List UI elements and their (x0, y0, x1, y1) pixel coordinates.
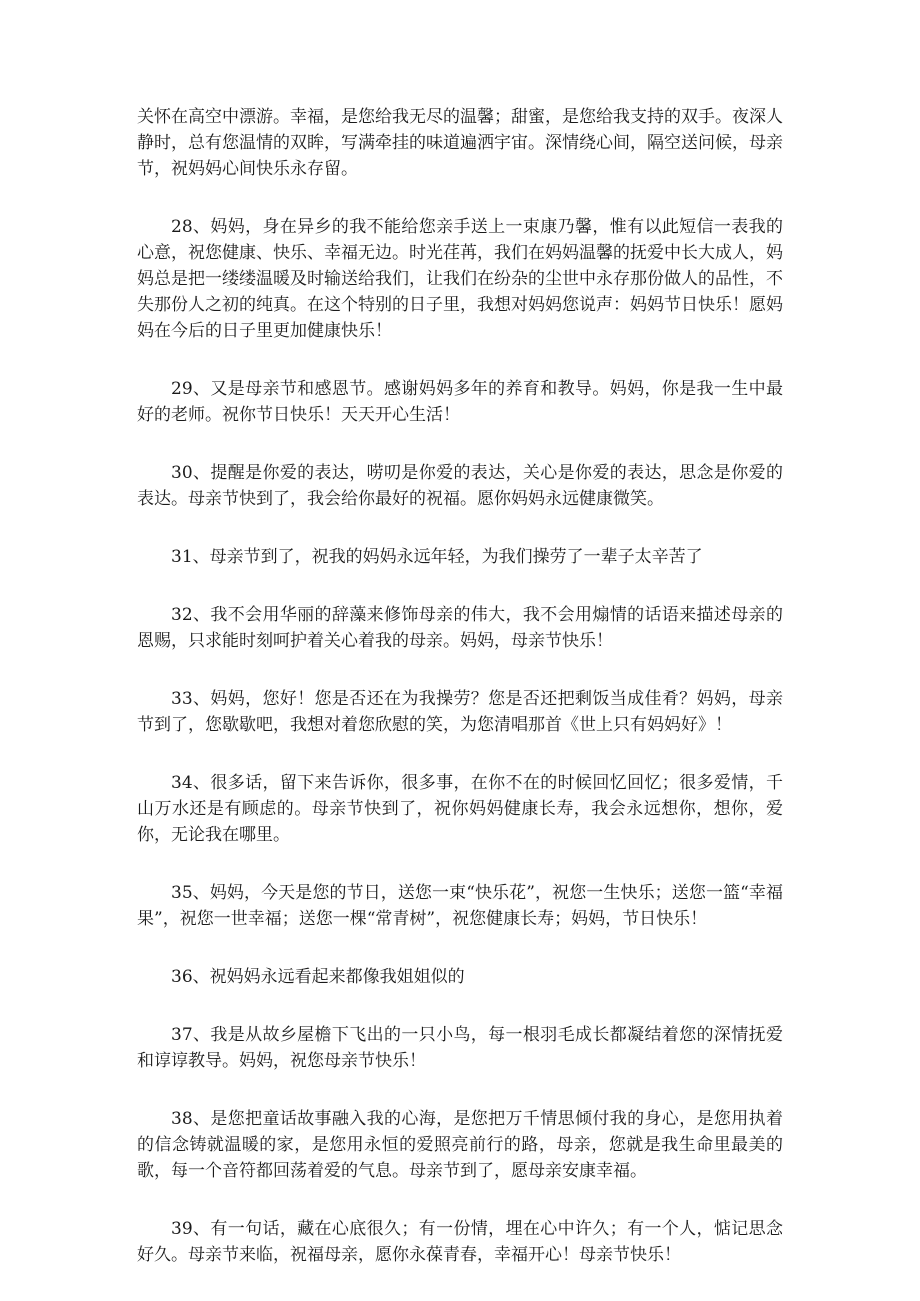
paragraph-29: 29、又是母亲节和感恩节。感谢妈妈多年的养育和教导。妈妈，你是我一生中最好的老师。祝你节日快乐！天天开心生活！ (137, 379, 783, 425)
paragraph-38: 38、是您把童话故事融入我的心海，是您把万千情思倾付我的身心，是您用执着的信念铸就温暖的家，是您用永恒的爱照亮前行的路，母亲，您就是我生命里最美的歌，每一个音符都回荡着爱的气息。母亲节到了，愿母亲安康幸福。 (137, 1109, 783, 1181)
paragraph-continued: 关怀在高空中漂游。幸福，是您给我无尽的温馨；甜蜜，是您给我支持的双手。夜深人静时，总有您温情的双眸，写满牵挂的味道遍洒宇宙。深情绕心间，隔空送问候，母亲节，祝妈妈心间快乐永存留。 (137, 107, 783, 179)
paragraph-30: 30、提醒是你爱的表达，唠叨是你爱的表达，关心是你爱的表达，思念是你爱的表达。母亲节快到了，我会给你最好的祝福。愿你妈妈永远健康微笑。 (137, 463, 783, 509)
paragraph-37: 37、我是从故乡屋檐下飞出的一只小鸟，每一根羽毛成长都凝结着您的深情抚爱和谆谆教导。妈妈，祝您母亲节快乐！ (137, 1025, 783, 1071)
paragraph-28: 28、妈妈，身在异乡的我不能给您亲手送上一束康乃馨，惟有以此短信一表我的心意，祝您健康、快乐、幸福无边。时光荏苒，我们在妈妈温馨的抚爱中长大成人，妈妈总是把一缕缕温暖及时输送给我们，让我们在纷杂的尘世中永存那份做人的品性，不失那份人之初的纯真。在这个特别的日子里，我想对妈妈您说声：妈妈节日快乐！愿妈妈在今后的日子里更加健康快乐！ (137, 217, 783, 341)
paragraph-34: 34、很多话，留下来告诉你，很多事，在你不在的时候回忆回忆；很多爱情，千山万水还是有顾虑的。母亲节快到了，祝你妈妈健康长寿，我会永远想你，想你，爱你，无论我在哪里。 (137, 773, 783, 845)
paragraph-31: 31、母亲节到了，祝我的妈妈永远年轻，为我们操劳了一辈子太辛苦了 (171, 547, 703, 567)
paragraph-32: 32、我不会用华丽的辞藻来修饰母亲的伟大，我不会用煽情的话语来描述母亲的恩赐，只求能时刻呵护着关心着我的母亲。妈妈，母亲节快乐！ (137, 605, 783, 651)
paragraph-33: 33、妈妈，您好！您是否还在为我操劳？您是否还把剩饭当成佳肴？妈妈，母亲节到了，您歇歇吧，我想对着您欣慰的笑，为您清唱那首《世上只有妈妈好》！ (137, 689, 783, 735)
document-body (137, 104, 783, 1300)
paragraph-36: 36、祝妈妈永远看起来都像我姐姐似的 (171, 967, 465, 987)
paragraph-39: 39、有一句话，藏在心底很久；有一份情，埋在心中许久；有一个人，惦记思念好久。母亲节来临，祝福母亲，愿你永葆青春，幸福开心！母亲节快乐！ (137, 1219, 783, 1265)
paragraph-35: 35、妈妈，今天是您的节日，送您一束“快乐花”，祝您一生快乐；送您一篮“幸福果”，祝您一世幸福；送您一棵“常青树”，祝您健康长寿；妈妈，节日快乐！ (137, 883, 783, 929)
